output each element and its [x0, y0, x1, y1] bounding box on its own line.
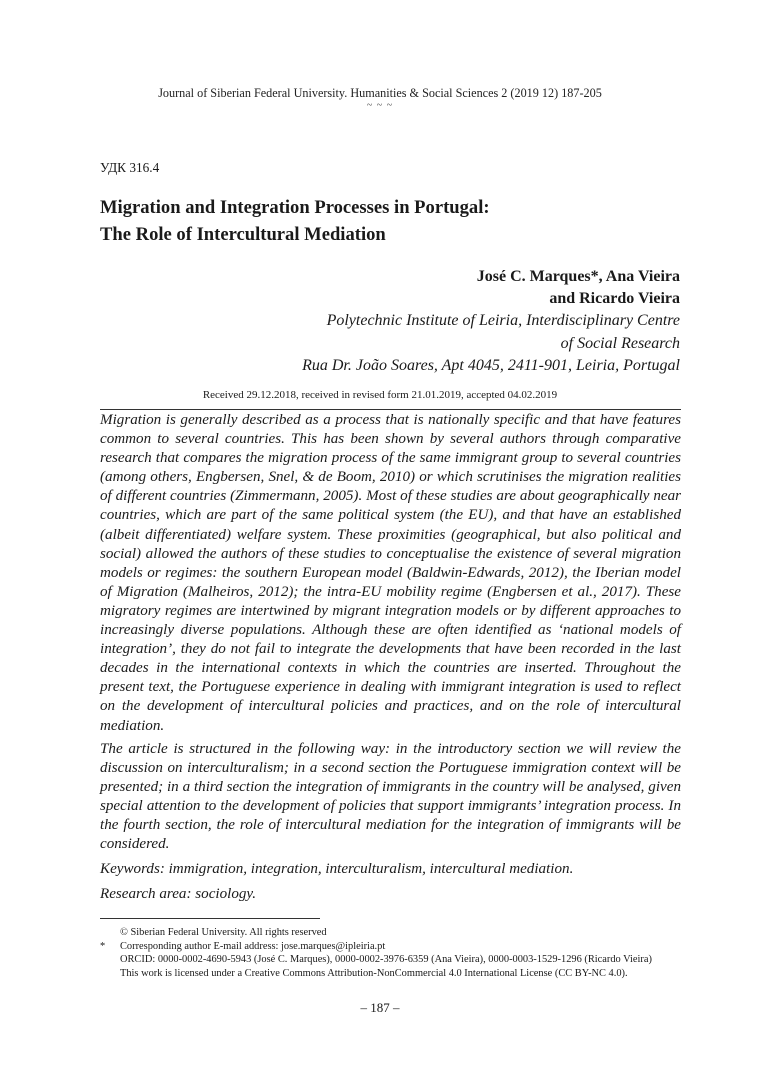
- affiliation-line-2: of Social Research: [560, 334, 680, 352]
- received-dates: Received 29.12.2018, received in revised form 21.01.2019, accepted 04.02.2019: [202, 389, 558, 401]
- authors: [477, 266, 680, 310]
- copyright-text: © Siberian Federal University. All rights reserved: [120, 927, 327, 938]
- footnote-orcid: [100, 953, 700, 967]
- keywords: Keywords: immigration, integration, interculturalism, intercultural mediation.: [100, 861, 574, 878]
- affiliation: [302, 310, 680, 378]
- authors-line-2: and Ricardo Vieira: [549, 290, 680, 307]
- affiliation-line-3: Rua Dr. João Soares, Apt 4045, 2411-901, Leiria, Portugal: [302, 357, 680, 374]
- title-line-2: The Role of Intercultural Mediation: [100, 224, 386, 245]
- page-number: – 187 –: [360, 1000, 400, 1015]
- abstract-divider: [100, 409, 681, 410]
- research-area: Research area: sociology.: [100, 886, 257, 903]
- running-head: Journal of Siberian Federal University. Humanities & Social Sciences 2 (2019 12) 187-205: [158, 86, 602, 100]
- affiliation-line-1: Polytechnic Institute of Leiria, Interdisciplinary Centre: [326, 312, 680, 329]
- abstract-paragraph-1: Migration is generally described as a process that is nationally specific and that have features common to several countries. This has been shown by several authors through comparative research that compares the migration process of the same immigrant group to several countries (among others, Engbersen, Snel, & de Boom, 2010) or which scrutinises the migration realities of different countries (Zimmermann, 2005). Most of these studies are about geographically near countries, which are part of the same political system (the EU), and that have an established (albeit differentiated) welfare system. These proximities (geographical, but also political and social) allowed the authors of these studies to conceptualise the existence of several migration models or regimes: the southern European model (Baldwin-Edwards, 2012), the Iberian model of Migration (Malheiros, 2012); the intra-EU mobility regime (Engbersen et al., 2017). These migratory regimes are intertwined by migrant integration models or by different approaches to increasingly diverse populations. Although these are often identified as ‘national models of integration’, they do not fail to integrate the developments that have been recorded in the last decades in the international contexts in which the countries are inserted. Throughout the present text, the Portuguese experience in dealing with immigrant integration is used to reflect on the development of intercultural policies and practices, and on the role of intercultural mediation.: [100, 412, 681, 734]
- abstract-paragraph-2: The article is structured in the following way: in the introductory section we will review the discussion on interculturalism; in a second section the Portuguese immigration context will be presented; in a third section the integration of immigrants in the country will be analysed, given special attention to the development of policies that support immigrants’ integration process. In the fourth section, the role of intercultural mediation for the integration of immigrants will be considered.: [100, 740, 681, 853]
- title-line-1: Migration and Integration Processes in Portugal:: [100, 197, 490, 218]
- authors-line-1: José C. Marques*, Ana Vieira: [476, 268, 680, 285]
- footnote-copyright: [100, 926, 700, 940]
- abstract: [100, 411, 681, 910]
- corresponding-author-text: Corresponding author E-mail address: jose.marques@ipleiria.pt: [120, 940, 386, 952]
- udk-code: УДК 316.4: [100, 160, 160, 175]
- article-title: [100, 194, 690, 248]
- license-text: This work is licensed under a Creative Commons Attribution-NonCommercial 4.0 International License (CC BY-NC 4.0).: [120, 967, 628, 979]
- header-separator: ~ ~ ~: [366, 100, 394, 111]
- footnote-corresponding: [100, 940, 700, 954]
- footnote-license: [100, 967, 700, 981]
- orcid-text: ORCID: 0000-0002-4690-5943 (José C. Marques), 0000-0002-3976-6359 (Ana Vieira), 0000-0003-1529-1296 (Ricardo Vieira): [120, 954, 652, 966]
- footnote-divider: [100, 918, 320, 919]
- asterisk-marker: *: [100, 940, 106, 952]
- footnotes: [100, 926, 700, 980]
